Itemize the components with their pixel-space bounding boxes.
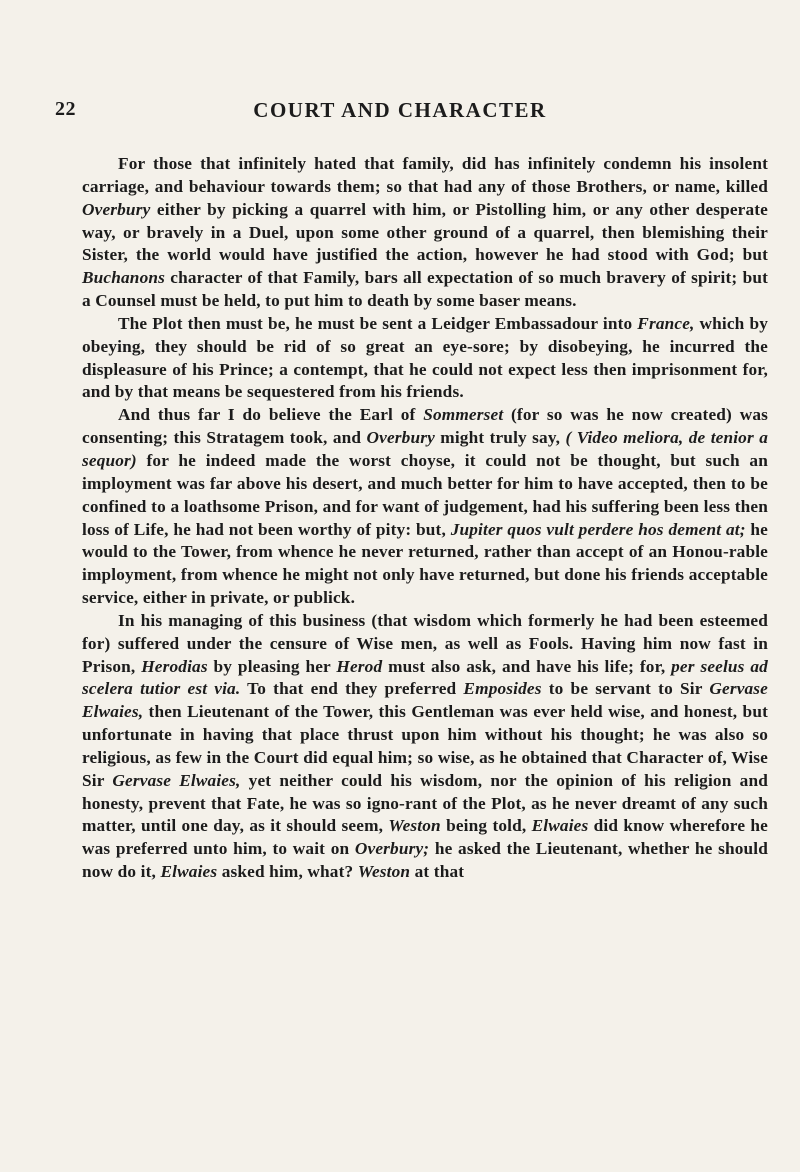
- text-run: might truly say,: [434, 428, 566, 448]
- text-run: then Lieutenant of the Tower, this Gentleman was ever held wise, and honest, but unfortunate in having that place thrust upon him without his thought; he was also so religious, as few in the Court did equal him; so wise, as he obtained that Character of, Wise Sir: [82, 702, 768, 790]
- italic-run: Emposides: [463, 679, 542, 699]
- text-run: he asked the Lieutenant, whether he should now do it,: [82, 839, 768, 882]
- italic-run: Gervase Elwaies,: [112, 770, 241, 790]
- italic-run: France,: [637, 313, 695, 333]
- italic-run: Overbury;: [354, 839, 430, 859]
- page-header: [50, 98, 750, 132]
- text-run: yet neither could his wisdom, nor the opinion of his religion and honesty, prevent that Fate, he was so igno-rant of the Plot, as he never dreamt of any such matter, until one day, as it should seem,: [82, 770, 768, 836]
- italic-run: per seelus ad scelera tutior est via.: [82, 656, 768, 699]
- text-run: (for so was he now created) was consenting; this Stratagem took, and: [82, 405, 768, 448]
- running-title: COURT AND CHARACTER: [253, 98, 547, 122]
- paragraph: [82, 153, 768, 313]
- italic-run: Sommerset: [423, 405, 504, 425]
- text-run: In his managing of this business (that wisdom which formerly he had been esteemed for) suffered under the censure of Wise men, as well as Fools. Having him now fast in Prison,: [82, 610, 768, 676]
- text-run: to be servant to Sir: [541, 679, 710, 699]
- text-run: The Plot then must be, he must be sent a Leidger Embassadour into: [118, 313, 638, 333]
- italic-run: Weston: [357, 862, 411, 882]
- text-run: being told,: [440, 816, 532, 836]
- italic-run: Jupiter quos vult perdere hos dement at;: [450, 519, 746, 539]
- paragraph: [82, 610, 768, 884]
- text-run: for he indeed made the worst choyse, it could not be thought, but such an imployment was far above his desert, and much better for him to have accepted, then to be confined to a loathsome Prison, and for want of judgement, had his suffering been less then loss of Life, he had not been worthy of pity: but,: [82, 450, 768, 539]
- italic-run: ( Video meliora, de tenior a sequor): [82, 428, 768, 470]
- italic-run: Gervase Elwaies,: [82, 679, 769, 722]
- italic-run: Overbury: [366, 428, 435, 448]
- italic-run: Elwaies: [531, 816, 589, 836]
- paragraph: [82, 313, 768, 404]
- text-run: And thus far I do believe the Earl of: [118, 405, 424, 425]
- text-run: did know wherefore he was preferred unto him, to wait on: [82, 816, 768, 859]
- italic-run: Herodias: [141, 656, 208, 676]
- text-run: which by obeying, they should be rid of so great an eye-sore; by disobeying, he incurred the displeasure of his Prince; a contempt, that he could not expect less then imprisonment for, and by that means be sequestered from his friends.: [82, 313, 768, 402]
- text-run: he would to the Tower, from whence he never returned, rather than accept of an Honou-rable imployment, from whence he might not only have returned, but done his friends acceptable service, either in private, or publick.: [82, 519, 768, 608]
- paragraph: [82, 404, 768, 610]
- italic-run: Overbury: [82, 199, 151, 219]
- text-run: For those that infinitely hated that family, did has infinitely condemn his insolent carriage, and behaviour towards them; so that had any of those Brothers, or name, killed: [82, 154, 768, 196]
- italic-run: Herod: [336, 656, 383, 676]
- text-run: either by picking a quarrel with him, or Pistolling him, or any other desperate way, or bravely in a Duel, upon some other ground of a quarrel, then blemishing their Sister, the world would have justified the action, however he had stood with God; but: [82, 199, 768, 265]
- text-run: character of that Family, bars all expectation of so much bravery of spirit; but a Counsel must be held, to put him to death by some baser means.: [82, 268, 768, 311]
- page-number: 22: [55, 98, 76, 120]
- italic-run: Elwaies: [160, 862, 218, 882]
- text-run: by pleasing her: [207, 656, 337, 676]
- text-run: must also ask, and have his life; for,: [382, 656, 672, 676]
- text-run: at that: [410, 862, 465, 882]
- italic-run: Buchanons: [82, 268, 165, 288]
- italic-run: Weston: [388, 816, 441, 836]
- body-text: [82, 153, 768, 884]
- text-run: asked him, what?: [217, 862, 358, 882]
- text-run: To that end they preferred: [240, 679, 464, 699]
